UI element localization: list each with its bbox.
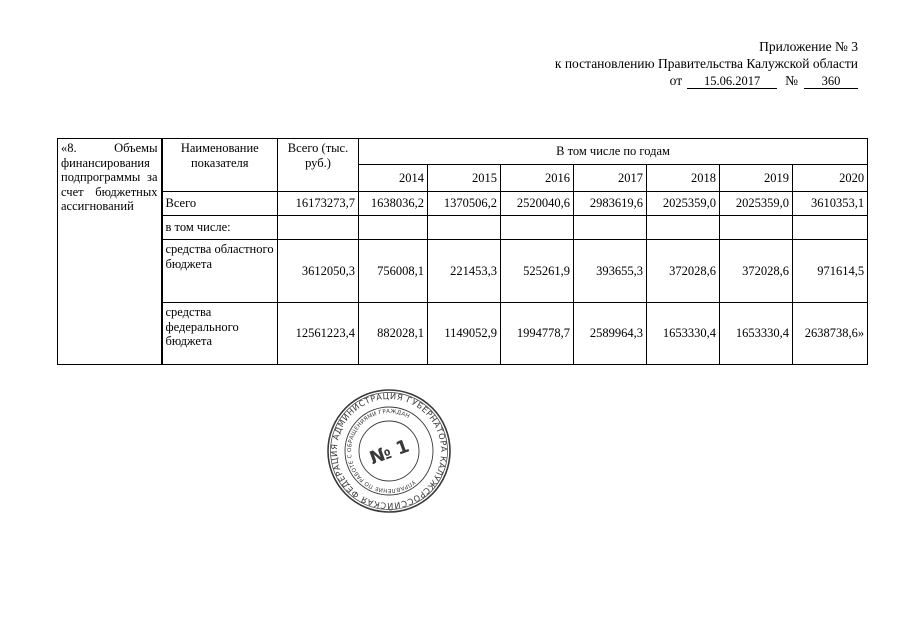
row-value: 393655,3 (574, 240, 647, 303)
year-header: 2017 (574, 165, 647, 191)
year-header: 2015 (428, 165, 501, 191)
resolution-number: 360 (804, 74, 858, 89)
appendix-title: Приложение № 3 (759, 39, 858, 54)
row-value: 1994778,7 (501, 303, 574, 365)
row-value: 221453,3 (428, 240, 501, 303)
table-row (58, 216, 868, 240)
row-value: 2025359,0 (647, 191, 720, 215)
row-name: Всего (162, 191, 278, 215)
row-value (574, 216, 647, 240)
row-value: 1370506,2 (428, 191, 501, 215)
row-value: 2025359,0 (720, 191, 793, 215)
row-value: 1653330,4 (720, 303, 793, 365)
row-value: 2589964,3 (574, 303, 647, 365)
resolution-reference: к постановлению Правительства Калужской области (554, 56, 858, 71)
row-value: 2638738,6» (793, 303, 868, 365)
row-name: средства федерального бюджета (162, 303, 278, 365)
year-header: 2014 (359, 165, 428, 191)
seal-center-number: № 1 (366, 435, 413, 470)
row-value (793, 216, 868, 240)
row-value (428, 216, 501, 240)
year-header: 2019 (720, 165, 793, 191)
row-total: 3612050,3 (278, 240, 359, 303)
official-seal (326, 388, 452, 514)
number-label: № (785, 73, 798, 88)
row-value (501, 216, 574, 240)
year-header: 2016 (501, 165, 574, 191)
row-value: 1149052,9 (428, 303, 501, 365)
subprogram-financing-title: «8. Объемы финансирования подпрограммы за счет бюджетных ассигнований (58, 139, 162, 365)
indicator-name-header: Наименование показателя (162, 139, 278, 192)
row-value (359, 216, 428, 240)
year-header: 2020 (793, 165, 868, 191)
table-row (58, 303, 868, 365)
row-value: 372028,6 (647, 240, 720, 303)
row-total: 16173273,7 (278, 191, 359, 215)
row-name: в том числе: (162, 216, 278, 240)
seal-outer-text: РОССИЙСКАЯ ФЕДЕРАЦИЯ АДМИНИСТРАЦИЯ ГУБЕРНАТОРА КАЛУЖСКОЙ (328, 390, 450, 512)
year-header: 2018 (647, 165, 720, 191)
resolution-date: 15.06.2017 (687, 74, 777, 89)
date-number-line (555, 72, 858, 89)
row-value: 2983619,6 (574, 191, 647, 215)
row-value: 525261,9 (501, 240, 574, 303)
row-total (278, 216, 359, 240)
row-total: 12561223,4 (278, 303, 359, 365)
financing-table (57, 138, 868, 365)
seal-inner-text: УПРАВЛЕНИЕ ПО РАБОТЕ С ОБРАЩЕНИЯМИ ГРАЖДАН (346, 408, 416, 494)
table-row (58, 240, 868, 303)
years-header: В том числе по годам (359, 139, 868, 165)
row-name: средства областного бюджета (162, 240, 278, 303)
table-row (58, 191, 868, 215)
row-value: 3610353,1 (793, 191, 868, 215)
document-header (555, 38, 858, 89)
row-value: 1638036,2 (359, 191, 428, 215)
total-header: Всего (тыс. руб.) (278, 139, 359, 192)
row-value: 756008,1 (359, 240, 428, 303)
row-value: 1653330,4 (647, 303, 720, 365)
seal-graphic (326, 388, 452, 514)
row-value: 2520040,6 (501, 191, 574, 215)
row-value: 882028,1 (359, 303, 428, 365)
row-value (720, 216, 793, 240)
row-value (647, 216, 720, 240)
row-value: 971614,5 (793, 240, 868, 303)
date-prefix: от (669, 73, 683, 88)
row-value: 372028,6 (720, 240, 793, 303)
